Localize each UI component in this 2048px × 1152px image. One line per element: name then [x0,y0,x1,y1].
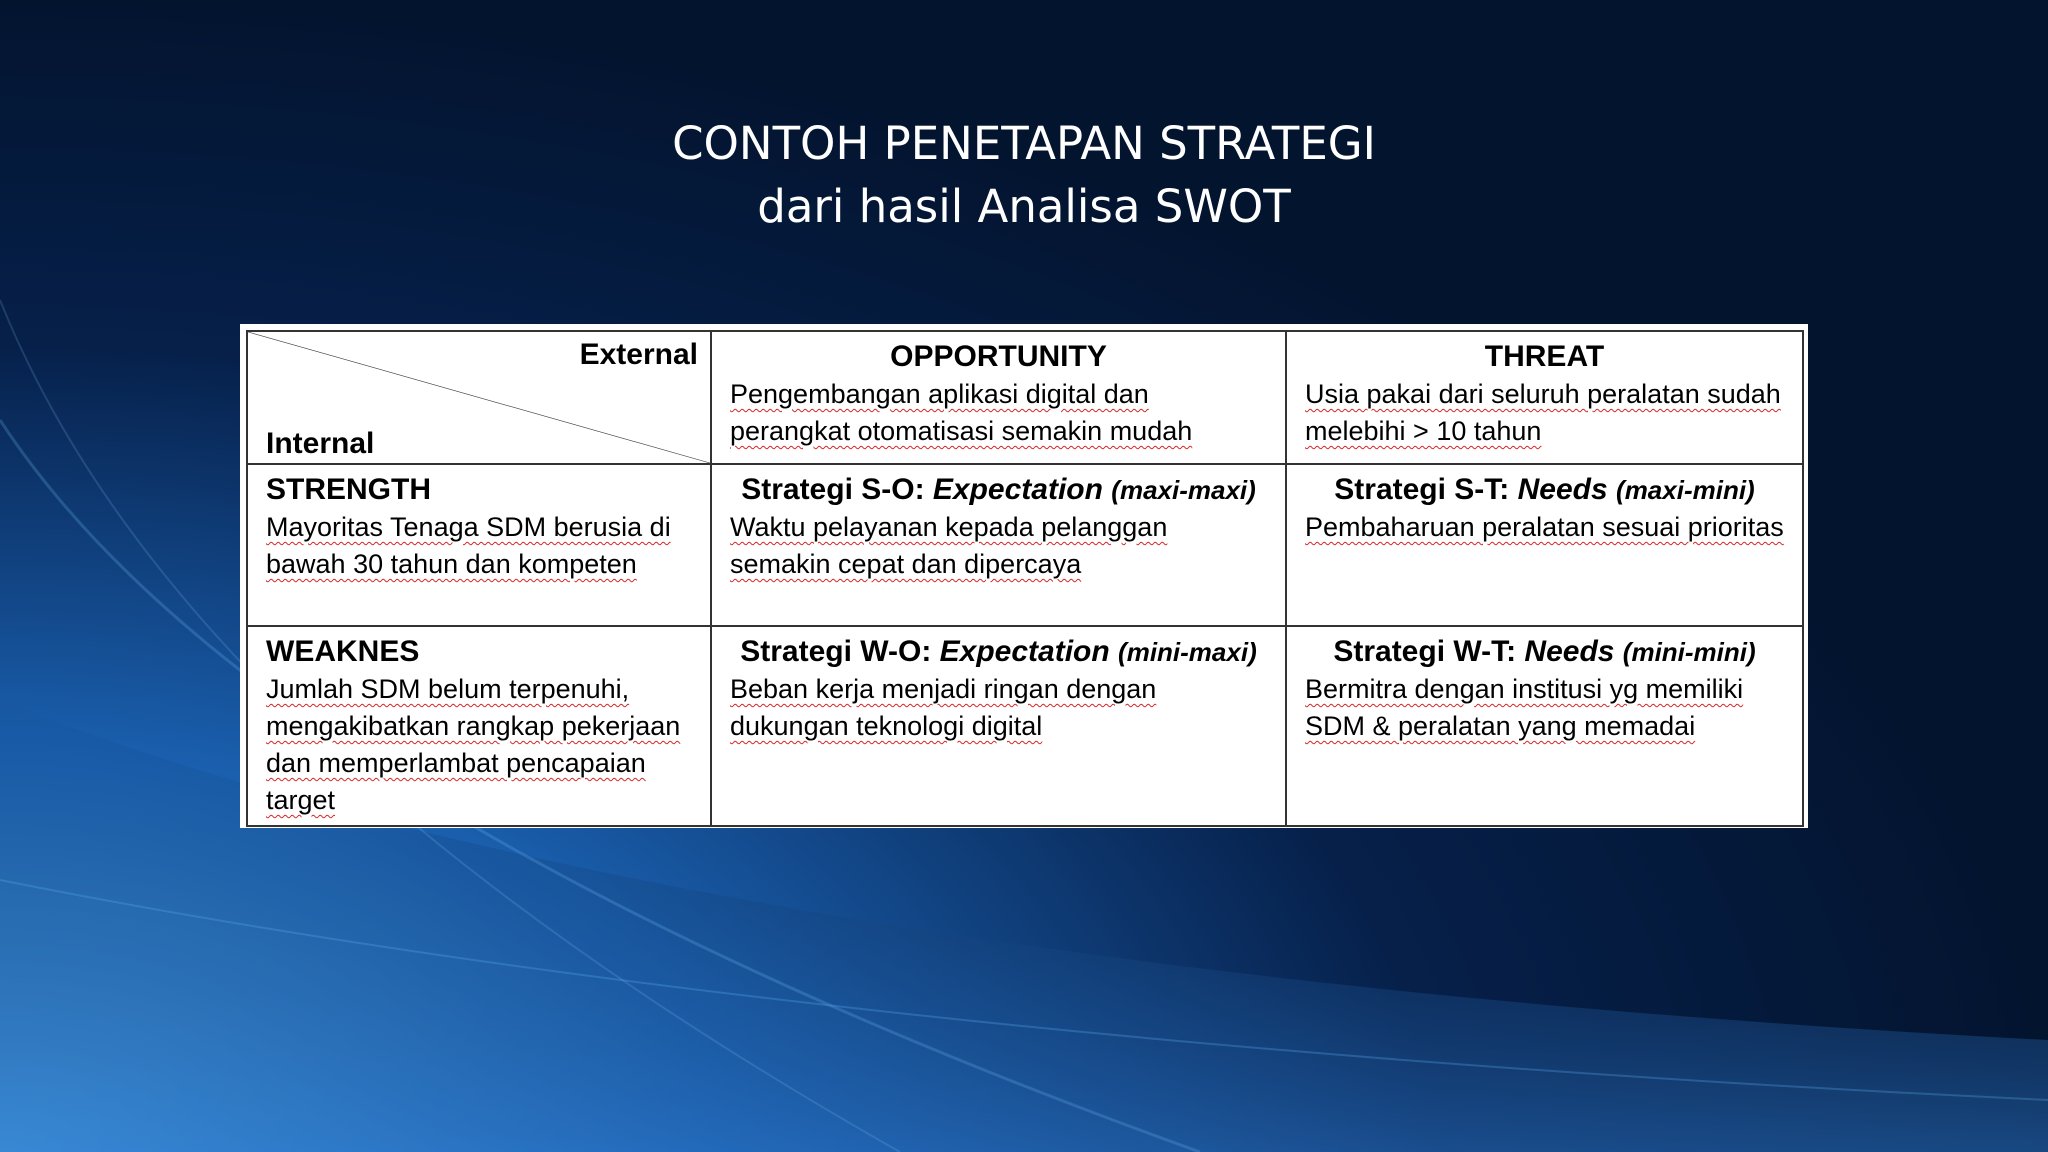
st-strategy-cell [1286,464,1803,626]
opportunity-cell [711,331,1286,464]
st-heading [1305,471,1784,509]
slide-title [0,112,2048,238]
internal-label: Internal [266,427,375,460]
corner-cell [247,331,711,464]
slide-title-line2: dari hasil Analisa SWOT [757,180,1291,233]
wo-type: Expectation [939,635,1110,668]
so-strategy-cell [711,464,1286,626]
opportunity-text: Pengembangan aplikasi digital dan perangkat otomatisasi semakin mudah [730,379,1193,446]
strength-text: Mayoritas Tenaga SDM berusia di bawah 30 tahun dan kompeten [266,512,671,579]
strength-heading: STRENGTH [266,473,431,506]
st-mode: (maxi-mini) [1616,475,1755,505]
weakness-text: Jumlah SDM belum terpenuhi, mengakibatkan rangkap pekerjaan dan memperlambat pencapaian target [266,674,681,815]
slide-title-line1: CONTOH PENETAPAN STRATEGI [672,117,1376,170]
opportunity-heading: OPPORTUNITY [890,340,1107,373]
wo-label: Strategi W-O: [740,635,932,668]
st-text: Pembaharuan peralatan sesuai prioritas [1305,512,1784,542]
wo-strategy-cell [711,626,1286,826]
threat-heading: THREAT [1484,340,1605,373]
so-label: Strategi S-O: [741,473,925,506]
st-type: Needs [1517,473,1608,506]
wt-text: Bermitra dengan institusi yg memiliki SDM & peralatan yang memadai [1305,674,1744,741]
weakness-heading: WEAKNES [266,635,420,668]
threat-text: Usia pakai dari seluruh peralatan sudah melebihi > 10 tahun [1305,379,1781,446]
external-label: External [579,338,698,371]
so-type: Expectation [932,473,1103,506]
wt-heading [1305,633,1784,671]
wt-mode: (mini-mini) [1622,637,1756,667]
so-heading [730,471,1267,509]
wt-type: Needs [1524,635,1615,668]
threat-cell [1286,331,1803,464]
wt-strategy-cell [1286,626,1803,826]
weakness-cell [247,626,711,826]
swot-strategy-table [240,324,1808,828]
so-mode: (maxi-maxi) [1111,475,1256,505]
wo-mode: (mini-maxi) [1118,637,1257,667]
st-label: Strategi S-T: [1334,473,1510,506]
wo-text: Beban kerja menjadi ringan dengan dukungan teknologi digital [730,674,1157,741]
wo-heading [730,633,1267,671]
so-text: Waktu pelayanan kepada pelanggan semakin cepat dan dipercaya [730,512,1168,579]
strength-cell [247,464,711,626]
wt-label: Strategi W-T: [1333,635,1517,668]
